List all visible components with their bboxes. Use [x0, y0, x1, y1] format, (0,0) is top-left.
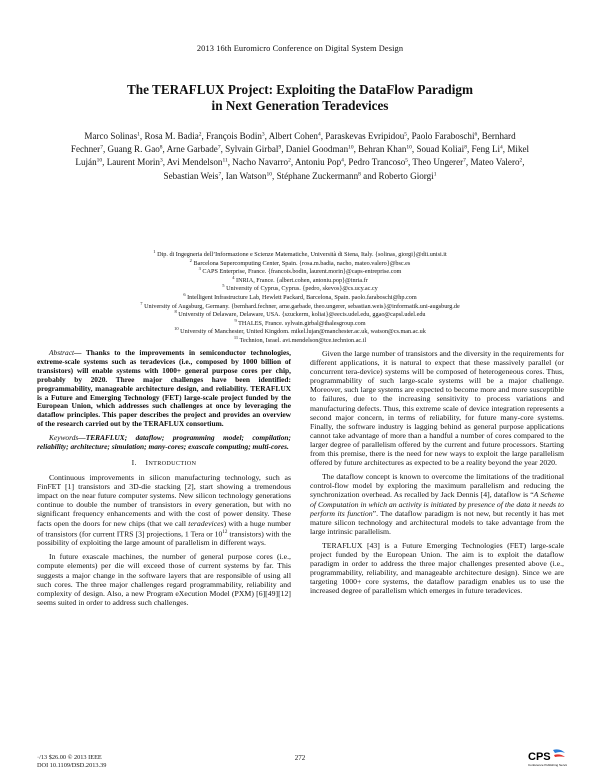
- author-affiliation-mark: 10: [266, 171, 273, 178]
- right-column: [310, 349, 564, 600]
- intro-p1-em: teradevices: [188, 518, 224, 528]
- right-paragraph-1: Given the large number of transistors and the diversity in the requirements for different applications, it is natural to expect that these massively parallel (or concurrent tera-device) systems will be composed of heterogeneous cores. Thus, programmability of such large-scale systems will be a major challenge. Moreover, such large systems are expected to become more and more susceptible to failures, due to the increasing sensitivity to process variations and manufacturing defects. Thus, this extreme scale of device integration represents a second major concern, in terms of reliability, for future many-core systems. Finally, the software industry is lagging behind as general purpose applications cannot take advantage of more than a handful a number of cores compared to the larger degree of parallelism offered by the current and future processors. Starting from this premise, there is the need for new ways to exploit the large parallelism offered by future architectures as expected to be a reality beyond the year 2020.: [310, 349, 564, 468]
- author-affiliation-mark: 8: [464, 144, 467, 151]
- author-affiliation-mark: 10: [348, 144, 354, 151]
- cps-logo: [527, 747, 567, 769]
- affiliation-text: INRIA, France. {albert.cohen, antoniu.pop}@inria.fr: [234, 276, 368, 284]
- affiliation-line: [58, 291, 542, 303]
- author-affiliation-mark: 2: [519, 157, 523, 164]
- left-column: [37, 349, 291, 612]
- author-name: Paolo Faraboschi: [411, 131, 475, 141]
- section-title-first: I: [145, 457, 149, 467]
- author-name: Albert Cohen: [268, 131, 318, 141]
- title-line-1: The TERAFLUX Project: Exploiting the DataFlow Paradigm: [126, 82, 474, 97]
- author-name: Rosa M. Badia: [144, 131, 199, 141]
- affiliation-number: 11: [233, 334, 239, 340]
- right-paragraph-2: [310, 472, 564, 536]
- author-name: Sebastian Weis: [163, 170, 219, 181]
- author-name: Guang R. Gao: [107, 144, 160, 155]
- author-name: Mateo Valero: [470, 157, 520, 168]
- affiliation-text: Technion, Israel. avi.mendelson@tce.technion.ac.il: [238, 336, 367, 344]
- affiliation-number: 8: [174, 309, 177, 315]
- affiliation-line: [58, 328, 542, 337]
- affiliation-text: CAPS Enterprise, France. {francois.bodin, laurent.morin}@caps-entreprise.com: [200, 268, 402, 276]
- author-affiliation-mark: 9: [278, 144, 282, 151]
- cps-logo-icon: [527, 747, 567, 769]
- author-affiliation-mark: 8: [358, 171, 361, 178]
- affiliation-text: University of Augsburg, Germany. {bernhard.fechner, arne.garbade, theo.ungerer, sebastian.weis}@informatik.uni-augsburg.de: [142, 302, 460, 310]
- author-affiliation-mark: 6: [474, 131, 478, 138]
- author-name: Laurent Morin: [106, 157, 160, 168]
- author-name: Bernhard Fechner: [70, 131, 516, 155]
- author-name: Sylvain Girbal: [225, 144, 279, 155]
- author-affiliation-mark: 10: [406, 144, 412, 151]
- abstract: [37, 349, 291, 429]
- keywords: [37, 434, 291, 452]
- author-name: François Bodin: [206, 131, 262, 141]
- author-name: Nacho Navarro: [232, 157, 289, 168]
- footer-copyright: ·/13 $26.00 © 2013 IEEE: [37, 754, 102, 761]
- abstract-text: — Thanks to the improvements in semiconductor technologies, extreme-scale systems such as teradevices (i.e., composed by 1000 billion of transistors) will enable systems with 1000+ general purpose cores per chip, probably by 2020. Three major challenges have been identified: programmability, manageable architecture design, and reliability. TERAFLUX is a Future and Emerging Technology (FET) large-scale project funded by the European Union, which addresses such challenges at once by leveraging the dataflow principles. This paper describes the project and provides an overview of the research carried out by the TERAFLUX consortium.: [37, 348, 291, 429]
- affiliation-line: [58, 268, 542, 277]
- author-affiliation-mark: 8: [159, 144, 163, 151]
- right-p2-em: A Scheme of Computation in which an activity is initiated by presence of the data it needs to perform its function: [310, 490, 565, 518]
- author-affiliation-mark: 7: [218, 171, 222, 178]
- abstract-lead: Abstract: [49, 348, 75, 357]
- author-list: Marco Solinas$^1$, Rosa M. Badia$^2$, François Bodin$^3$, Albert Cohen$^4$, Paraskevas Evripidou$^5$, Paolo Faraboschi$^6$, Bernhard Fechner$^7$, Guang R. Gao$^8$, Arne Garbade$^7$, Sylvain Girbal$^9$, Daniel Goodman$^{10}$, Behran Khan$^{10}$, Souad Koliai$^8$, Feng Li$^4$, Mikel Luján$^{10}$, Laurent Morin$^3$, Avi Mendelson$^{11}$, Nacho Navarro$^2$, Antoniu Pop$^4$, Pedro Trancoso$^5$, Theo Ungerer$^7$, Mateo Valero$^2$, Sebastian Weis$^7$, Ian Watson$^{10}$, Stéphane Zuckermann$^8$ and Roberto Giorgi$^1$: [70, 131, 530, 181]
- intro-p1-a: Continuous improvements in silicon manufacturing technology, such as FinFET [1] transistors and 3D-die stacking [2], start showing a tremendous impact on the near future computer systems. New silicon technology generations continue to double the number of transistors in every generation, but with no significant frequency enhancements and with the cost of power density. These facts open the doors for new chips (that we call: [37, 473, 291, 528]
- author-affiliation-mark: 10: [96, 157, 103, 164]
- section-number: I.: [131, 457, 137, 467]
- intro-p1-c: transistors) with the possibility of exploiting the large amount of parallelism in different ways.: [37, 529, 291, 548]
- intro-paragraph-1: [37, 473, 291, 547]
- right-p2-a: The dataflow concept is known to overcome the limitations of the traditional control-flow model by exploring the maximum parallelism and reducing the synchronization overhead. As recalled by Jack Dennis [4], dataflow is “: [310, 472, 564, 500]
- intro-p1-sup: 12: [222, 529, 228, 535]
- section-heading-introduction: [37, 458, 291, 468]
- keywords-text: —TERAFLUX; dataflow; programming model; compilation; reliability; architecture; simulation; many-cores; exascale computing; multi-cores.: [37, 433, 291, 452]
- cps-logo-sub: Conference Publishing Services: [528, 763, 567, 767]
- affiliation-text: University of Delaware, Delaware, USA. {szuckerm, koliai}@eecis.udel.edu, ggao@capsl.udel.edu: [176, 311, 426, 319]
- affiliation-line: [58, 285, 542, 294]
- author-name: Daniel Goodman: [285, 144, 349, 155]
- author-name: Arne Garbade: [166, 144, 218, 155]
- author-name: Mikel Luján: [75, 144, 530, 168]
- affiliation-number: 5: [222, 283, 225, 289]
- author-name: and Roberto Giorgi: [363, 170, 434, 181]
- author-name: Theo Ungerer: [412, 157, 464, 168]
- author-name: Marco Solinas: [84, 131, 138, 141]
- affiliation-text: University of Cyprus, Cyprus. {pedro, skevos}@cs.ucy.ac.cy: [224, 285, 378, 293]
- affiliation-text: University of Manchester, United Kingdom. mikel.lujan@manchester.ac.uk, watson@cs.man.ac.uk: [178, 328, 426, 336]
- affiliation-number: 6: [183, 291, 186, 297]
- affiliation-number: 7: [140, 300, 143, 306]
- author-name: Ian Watson: [225, 170, 267, 181]
- affiliation-text: Intelligent Infrastructure Lab, Hewlett Packard, Barcelona, Spain. paolo.faraboschi@hp.com: [185, 293, 417, 301]
- author-affiliation-mark: 7: [100, 144, 103, 151]
- author-affiliation-mark: 7: [463, 157, 466, 164]
- right-p2-b: ”. The dataflow paradigm is not new, but recently it has met mature silicon technology and architectural models to take advantage from the large intrinsic parallelism.: [310, 508, 564, 536]
- section-title-rest: NTRODUCTION: [148, 459, 197, 467]
- paper-title: [60, 82, 540, 114]
- author-affiliation-mark: 3: [261, 131, 265, 138]
- affiliation-line: [58, 334, 542, 346]
- author-affiliation-mark: 3: [159, 157, 163, 164]
- affiliation-number: 4: [232, 274, 235, 280]
- author-affiliation-mark: 5: [405, 157, 409, 164]
- affiliation-line: [58, 311, 542, 320]
- author-affiliation-mark: 1: [433, 171, 437, 178]
- affiliation-number: 3: [198, 266, 201, 272]
- author-name: Souad Koliai: [416, 144, 465, 155]
- affiliation-text: Dip. di Ingegneria dell’Informazione e Scienze Matematiche, Università di Siena, Italy. {solinas, giorgi}@dii.unisi.it: [155, 251, 447, 258]
- keywords-lead: Keywords: [49, 433, 79, 443]
- author-name: Behran Khan: [358, 144, 407, 155]
- author-name: Feng Li: [471, 144, 501, 155]
- author-affiliation-mark: 4: [500, 144, 503, 151]
- affiliation-list: [58, 251, 542, 346]
- author-name: Stéphane Zuckermann: [276, 170, 359, 181]
- author-affiliation-mark: 4: [341, 157, 344, 164]
- intro-paragraph-2: In future exascale machines, the number of general purpose cores (i.e., compute elements) per die will exceed those of current systems by far. This suggests a major change in the software layers that are responsible of using all such cores. The three major challenges regard programmability, reliability and complexity of design. Also, a new Program eXecution Model (PXM) [6][49][12] seems suited in order to address such challenges.: [37, 552, 291, 607]
- author-name: Paraskevas Evripidou: [325, 131, 405, 141]
- author-affiliation-mark: 4: [317, 131, 321, 138]
- author-affiliation-mark: 2: [288, 157, 291, 164]
- cps-logo-text: CPS: [528, 751, 551, 763]
- footer-doi: DOI 10.1109/DSD.2013.39: [37, 762, 107, 769]
- affiliation-number: 10: [174, 326, 179, 332]
- author-affiliation-mark: 2: [198, 131, 202, 138]
- affiliation-line: [58, 251, 542, 260]
- author-affiliation-mark: 11: [222, 157, 228, 164]
- affiliation-text: Barcelona Supercomputing Center, Spain. {rosa.m.badia, nacho, mateo.valero}@bsc.es: [191, 259, 411, 267]
- author-affiliation-mark: 1: [137, 131, 140, 138]
- author-name: Pedro Trancoso: [348, 157, 406, 168]
- affiliation-text: THALES, France. sylvain.girbal@thalesgroup.com: [236, 319, 366, 327]
- conference-header: 2013 16th Euromicro Conference on Digital System Design: [196, 44, 404, 53]
- author-name: Antoniu Pop: [294, 157, 342, 168]
- author-affiliation-mark: 5: [404, 131, 408, 138]
- author-name: Avi Mendelson: [166, 157, 223, 168]
- affiliation-number: 1: [153, 249, 156, 254]
- intro-p1-b: ) with a huge number of transistors (for current ITRS [3] projections, 1 Tera or 10: [37, 518, 291, 539]
- right-paragraph-3: TERAFLUX [43] is a Future Emerging Technologies (FET) large-scale project funded by the European Union. The aim is to exploit the dataflow paradigm in order to address the three major challenges presented above (i.e., programmability, reliability, and manageable architecture design). Since we are targeting 1000+ core systems, the dataflow paradigm enables us to use the increased degree of parallelism which emerges in future teradevices.: [310, 540, 564, 596]
- author-affiliation-mark: 7: [217, 144, 221, 151]
- page-number: 272: [294, 754, 306, 762]
- affiliation-number: 9: [234, 317, 237, 323]
- title-line-2: in Next Generation Teradevices: [211, 98, 389, 113]
- affiliation-number: 2: [189, 257, 192, 263]
